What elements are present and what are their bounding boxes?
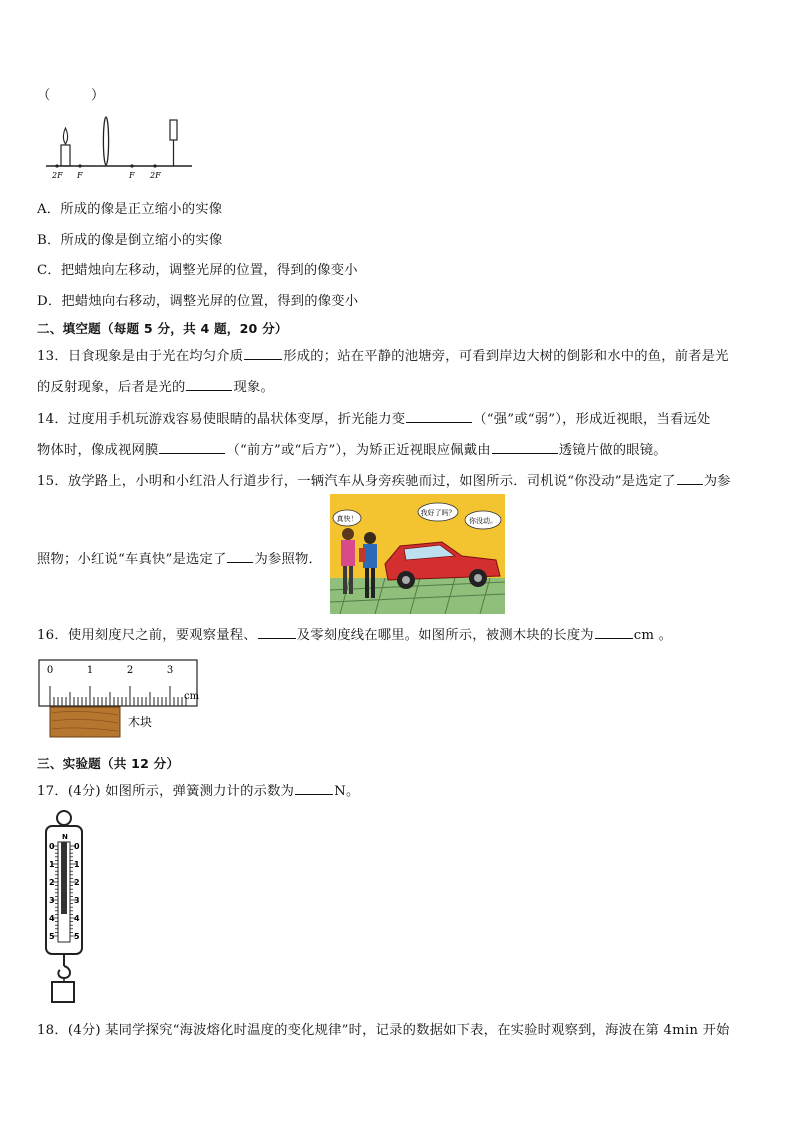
blank-16-2 — [595, 625, 633, 639]
car-illustration — [330, 494, 505, 614]
ruler-number-0: 0 — [46, 665, 54, 676]
question-15-line1: 15．放学路上，小明和小红沿人行道步行，一辆汽车从身旁疾驰而过，如图所示．司机说“你没动”是选定了 为参 — [37, 470, 731, 489]
scale-left-3: 3 — [49, 896, 55, 905]
option-c: C．把蜡烛向左移动，调整光屏的位置，得到的像变小 — [37, 263, 358, 278]
blank-15-1 — [677, 471, 703, 485]
convex-lens-icon — [103, 117, 108, 165]
question-15-line2: 照物；小红说“车真快”是选定了 为参照物． — [37, 548, 322, 567]
bubble-text-3: 你没动。 — [469, 517, 497, 525]
question-16: 16．使用刻度尺之前，要观察量程、 及零刻度线在哪里。如图所示，被测木块的长度为 cm 。 — [37, 624, 672, 643]
scale-right-3: 3 — [74, 896, 80, 905]
scale-left-2: 2 — [49, 878, 55, 887]
spring-scale-diagram — [40, 808, 90, 1006]
ruler-number-1: 1 — [86, 665, 94, 676]
lens-diagram — [44, 114, 194, 180]
section-heading-experiment: 三、实验题（共 12 分） — [37, 756, 180, 771]
label-2f-right: 2F — [150, 171, 161, 180]
blank-13-2 — [186, 377, 232, 391]
bubble-text-2: 我好了吗？ — [420, 509, 456, 517]
ruler-unit: cm — [184, 691, 200, 702]
label-f-right: F — [129, 171, 135, 180]
option-a: A．所成的像是正立缩小的实像 — [37, 202, 223, 217]
hanging-weight — [52, 982, 74, 1002]
scale-ring — [57, 811, 71, 825]
question-13-line2: 的反射现象，后者是光的 现象。 — [37, 376, 274, 395]
candle-icon — [61, 145, 70, 166]
blank-15-2 — [227, 549, 253, 563]
section-heading-fill: 二、填空题（每题 5 分，共 4 题，20 分） — [37, 321, 288, 336]
blank-14-1 — [406, 409, 472, 423]
question-14-line1: 14．过度用手机玩游戏容易使眼睛的晶状体变厚，折光能力变 （“强”或“弱”），形成近视眼，当看远处 — [37, 408, 711, 427]
blank-17-1 — [295, 781, 333, 795]
scale-left-0: 0 — [49, 842, 55, 851]
wood-block-label: 木块 — [128, 715, 153, 729]
blank-16-1 — [258, 625, 296, 639]
scale-left-4: 4 — [49, 914, 55, 923]
blank-13-1 — [244, 346, 282, 360]
option-b: B．所成的像是倒立缩小的实像 — [37, 233, 223, 248]
option-d: D．把蜡烛向右移动，调整光屏的位置，得到的像变小 — [37, 294, 359, 309]
scale-left-5: 5 — [49, 932, 55, 941]
scale-unit: N — [62, 833, 68, 841]
blank-14-2 — [159, 440, 225, 454]
ruler-diagram — [38, 659, 203, 739]
ruler-number-2: 2 — [126, 665, 134, 676]
scale-right-5: 5 — [74, 932, 80, 941]
light-screen-icon — [170, 120, 177, 140]
question-18: 18．(4分) 某同学探究“海波熔化时温度的变化规律”时，记录的数据如下表，在实验时观察到，海波在第 4min 开始 — [37, 1023, 730, 1038]
scale-right-4: 4 — [74, 914, 80, 923]
answer-bracket: （ ） — [37, 88, 105, 103]
scale-left-1: 1 — [49, 860, 55, 869]
scale-hook-icon — [58, 966, 70, 978]
label-f-left: F — [77, 171, 83, 180]
scale-right-2: 2 — [74, 878, 80, 887]
ruler-number-3: 3 — [166, 665, 174, 676]
question-17: 17．(4分) 如图所示，弹簧测力计的示数为 N。 — [37, 780, 359, 799]
flame-icon — [63, 128, 67, 144]
scale-right-0: 0 — [74, 842, 80, 851]
question-14-line2: 物体时，像成视网膜 （“前方”或“后方”），为矫正近视眼应佩戴由 透镜片做的眼镜。 — [37, 439, 667, 458]
question-13-line1: 13．日食现象是由于光在均匀介质 形成的；站在平静的池塘旁，可看到岸边大树的倒影和水中的鱼，前者是光 — [37, 345, 729, 364]
blank-14-3 — [492, 440, 558, 454]
scale-right-1: 1 — [74, 860, 80, 869]
bubble-text-1: 真快！ — [336, 515, 358, 523]
label-2f-left: 2F — [52, 171, 63, 180]
